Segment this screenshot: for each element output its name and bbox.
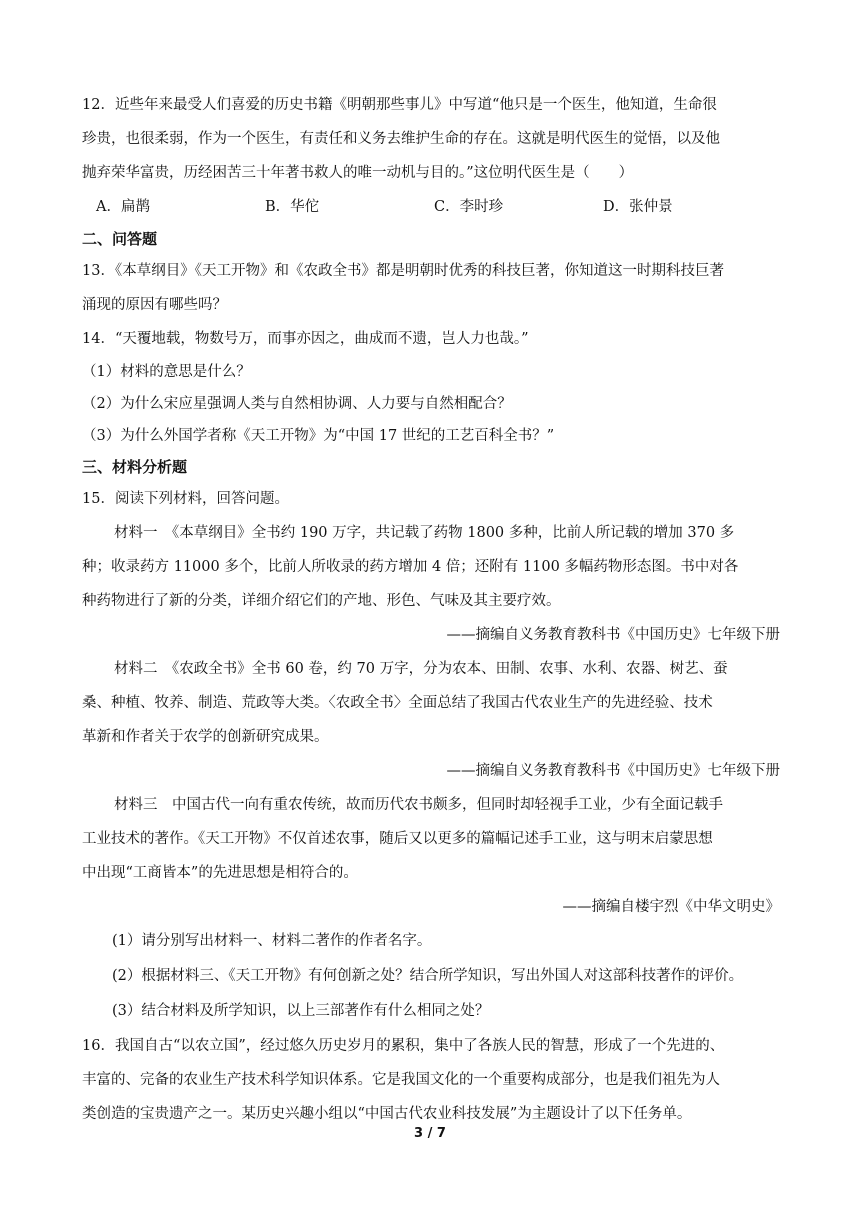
material-line: 材料三 中国古代一向有重农传统，故而历代农书颇多，但同时却轻视手工业，少有全面记载手 <box>114 797 723 813</box>
material-source: ——摘编自义务教育教科书《中国历史》七年级下册 <box>446 763 780 779</box>
material-line: 革新和作者关于农学的创新研究成果。 <box>82 729 329 745</box>
material-line: 中出现“工商皆本”的先进思想是相符合的。 <box>82 865 358 881</box>
material-source: ——摘编自义务教育教科书《中国历史》七年级下册 <box>446 627 780 643</box>
page-number: 3 / 7 <box>414 1126 446 1141</box>
section-heading-material: 三、材料分析题 <box>82 458 188 476</box>
question-14 <box>82 322 780 452</box>
option-b: B．华佗 <box>265 199 320 215</box>
sub-question: (1）请分别写出材料一、材料二著作的作者名字。 <box>112 933 432 949</box>
question-text-line: 13．《本草纲目》《天工开物》和《农政全书》都是明朝时优秀的科技巨著，你知道这一时期科技巨著 <box>82 263 724 279</box>
option-a: A．扁鹊 <box>96 199 150 215</box>
sub-question: （1）材料的意思是什么？ <box>82 364 251 380</box>
sub-question: （2）为什么宋应星强调人类与自然相协调、人力要与自然相配合？ <box>82 396 512 412</box>
section-heading-qa: 二、问答题 <box>82 230 158 248</box>
sub-question: (2）根据材料三、《天工开物》有何创新之处？结合所学知识，写出外国人对这部科技著作的评价。 <box>112 968 744 984</box>
option-d: D．张仲景 <box>603 199 673 215</box>
question-text-line: 类创造的宝贵遗产之一。某历史兴趣小组以“中国古代农业科技发展”为主题设计了以下任务单。 <box>82 1106 692 1122</box>
question-text-line: 16．我国自古“以农立国”，经过悠久历史岁月的累积，集中了各族人民的智慧，形成了一个先进的、 <box>82 1038 725 1054</box>
question-text-line: 14．“天覆地载，物数号万，而事亦因之，曲成而不遗，岂人力也哉。” <box>82 331 529 347</box>
question-text-line: 12．近些年来最受人们喜爱的历史书籍《明朝那些事儿》中写道“他只是一个医生，他知道，生命很 <box>82 97 717 113</box>
material-line: 种药物进行了新的分类，详细介绍它们的产地、形色、气味及其主要疗效。 <box>82 593 561 609</box>
question-15 <box>82 482 780 1029</box>
option-c: C．李时珍 <box>434 199 504 215</box>
question-16 <box>82 1029 780 1131</box>
material-line: 种；收录药方 11000 多个，比前人所收录的药方增加 4 倍；还附有 1100 多幅药物形态图。书中对各 <box>82 559 739 575</box>
material-source: ——摘编自楼宇烈《中华文明史》 <box>562 899 780 915</box>
question-13 <box>82 254 780 322</box>
material-line: 材料一 《本草纲目》全书约 190 万字，共记载了药物 1800 多种，比前人所记载的增加 370 多 <box>114 525 735 541</box>
material-line: 桑、种植、牧养、制造、荒政等大类。〈农政全书〉全面总结了我国古代农业生产的先进经验、技术 <box>82 695 713 711</box>
question-text-line: 15．阅读下列材料，回答问题。 <box>82 491 289 507</box>
sub-question: （3）为什么外国学者称《天工开物》为“中国 17 世纪的工艺百科全书？” <box>82 428 555 444</box>
material-line: 材料二 《农政全书》全书 60 卷，约 70 万字，分为农本、田制、农事、水利、农器、树艺、蚕 <box>114 661 728 677</box>
page-content <box>82 88 780 1131</box>
question-text-line: 抛弃荣华富贵，历经困苦三十年著书救人的唯一动机与目的。”这位明代医生是（ ） <box>82 165 634 181</box>
question-12 <box>82 88 780 224</box>
sub-question: (3）结合材料及所学知识，以上三部著作有什么相同之处？ <box>112 1003 490 1019</box>
question-text-line: 珍贵，也很柔弱，作为一个医生，有责任和义务去维护生命的存在。这就是明代医生的觉悟，以及他 <box>82 131 720 147</box>
question-text-line: 丰富的、完备的农业生产技术科学知识体系。它是我国文化的一个重要构成部分，也是我们祖先为人 <box>82 1072 720 1088</box>
answer-options <box>82 190 780 224</box>
question-text-line: 涌现的原因有哪些吗？ <box>82 297 227 313</box>
material-line: 工业技术的著作。《天工开物》不仅首述农事，随后又以更多的篇幅记述手工业，这与明末启蒙思想 <box>82 831 713 847</box>
